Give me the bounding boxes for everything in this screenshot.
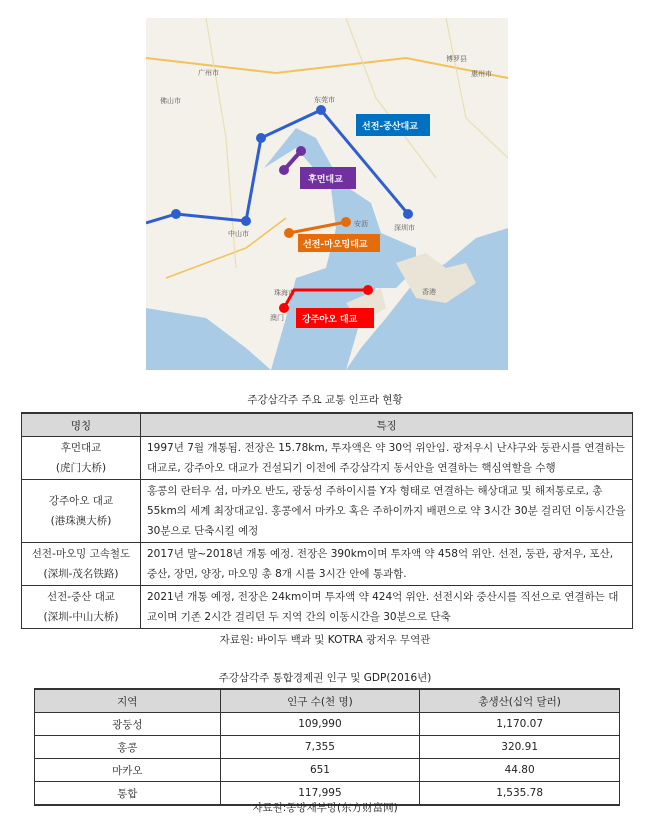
row-name-cn: (虎门大桥): [55, 462, 107, 474]
row-name-cell: [22, 480, 141, 543]
cell-population: 117,995: [220, 782, 420, 806]
table1-caption: 주강삼각주 주요 교통 인프라 현황: [247, 394, 403, 406]
row-desc: 2017년 말~2018년 개통 예정. 전장은 390km이며 투자액 약 458억 위안. 선전, 둥관, 광저우, 포산, 중산, 장먼, 양장, 마오밍 총 8개 시를 3시간 안에 통과함.: [141, 543, 633, 586]
table-row: [22, 480, 633, 543]
header-gdp: 총생산(십억 달러): [420, 689, 620, 713]
row-name: 강주아오 대교: [48, 495, 114, 507]
cell-population: 7,355: [220, 736, 420, 759]
cell-region: 마카오: [35, 759, 221, 782]
label-hzm: 강주아오 대교: [302, 315, 358, 325]
table-header-row: [35, 689, 620, 713]
table1-source: 자료원: 바이두 백과 및 KOTRA 광저우 무역관: [219, 634, 431, 646]
city-zhongshan: 中山市: [228, 230, 249, 238]
city-boluo: 博罗县: [446, 55, 467, 63]
row-name-cell: [22, 586, 141, 629]
row-name: 선전-중산 대교: [47, 591, 115, 603]
table2-caption: 주강삼각주 통합경제권 인구 및 GDP(2016년): [218, 672, 432, 684]
cell-gdp: 320.91: [420, 736, 620, 759]
header-feature: 특징: [141, 413, 633, 437]
table-header-row: [22, 413, 633, 437]
label-humen: 후먼대교: [308, 175, 343, 185]
row-desc: 2021년 개통 예정, 전장은 24km이며 투자액 약 424억 위안. 선전시와 중산시를 직선으로 연결하는 대교이며 기존 2시간 걸리던 두 지역 간의 이동시간을 30분으로 단축: [141, 586, 633, 629]
cell-region: 광둥성: [35, 713, 221, 736]
infrastructure-table: [21, 412, 633, 629]
row-name-cell: [22, 437, 141, 480]
table-row: [35, 713, 620, 736]
row-name: 선전-마오밍 고속철도: [31, 548, 131, 560]
table-row: [22, 543, 633, 586]
city-hongkong: 香港: [422, 288, 436, 296]
header-region: 지역: [35, 689, 221, 713]
cell-gdp: 1,170.07: [420, 713, 620, 736]
city-anjie: 安沥: [354, 220, 368, 228]
cell-region: 통합: [35, 782, 221, 806]
table-row: [35, 736, 620, 759]
city-macau: 澳门: [270, 314, 284, 322]
header-population: 인구 수(천 명): [220, 689, 420, 713]
population-gdp-table: [34, 688, 620, 806]
row-name-cn: (港珠澳大桥): [50, 515, 112, 527]
cell-gdp: 1,535.78: [420, 782, 620, 806]
pearl-river-delta-map: [146, 18, 508, 370]
city-dongguan: 东莞市: [314, 96, 335, 104]
cell-population: 651: [220, 759, 420, 782]
map-svg: [146, 18, 508, 370]
row-desc: 1997년 7월 개통됨. 전장은 15.78km, 투자액은 약 30억 위안임. 광저우시 난샤구와 둥관시를 연결하는 대교로, 강주아오 대교가 건설되기 이전에 주강삼각지 동서안을 연결하는 핵심역할을 수행: [141, 437, 633, 480]
table-row: [35, 759, 620, 782]
header-name: 명칭: [22, 413, 141, 437]
city-zhuhai: 珠海市: [274, 289, 295, 297]
table-row: [22, 437, 633, 480]
city-foshan: 佛山市: [160, 97, 181, 105]
cell-population: 109,990: [220, 713, 420, 736]
city-shenzhen: 深圳市: [394, 224, 415, 232]
row-name: 후먼대교: [60, 442, 102, 454]
row-desc: 홍콩의 란터우 섬, 마카오 반도, 광둥성 주하이시를 Y자 형태로 연결하는 해상대교 및 해저통로로, 총 55km의 세계 최장대교임. 홍콩에서 마카오 혹은 주하이까지 배편으로 약 3시간 30분 걸리던 이동시간을 30분으로 단축시킬 예정: [141, 480, 633, 543]
table2-source: 자료원:동방재부망(东方财富网): [252, 802, 398, 814]
city-huizhou: 惠州市: [471, 70, 492, 78]
cell-region: 홍콩: [35, 736, 221, 759]
table-row: [22, 586, 633, 629]
label-shenzhen-maoming: 선전-마오밍대교: [303, 240, 368, 250]
cell-gdp: 44.80: [420, 759, 620, 782]
row-name-cn: (深圳-茂名铁路): [43, 568, 119, 580]
label-shenzhen-zhongshan: 선전-중산대교: [362, 122, 418, 132]
row-name-cell: [22, 543, 141, 586]
row-name-cn: (深圳-中山大桥): [43, 611, 119, 623]
city-guangzhou: 广州市: [198, 69, 219, 77]
